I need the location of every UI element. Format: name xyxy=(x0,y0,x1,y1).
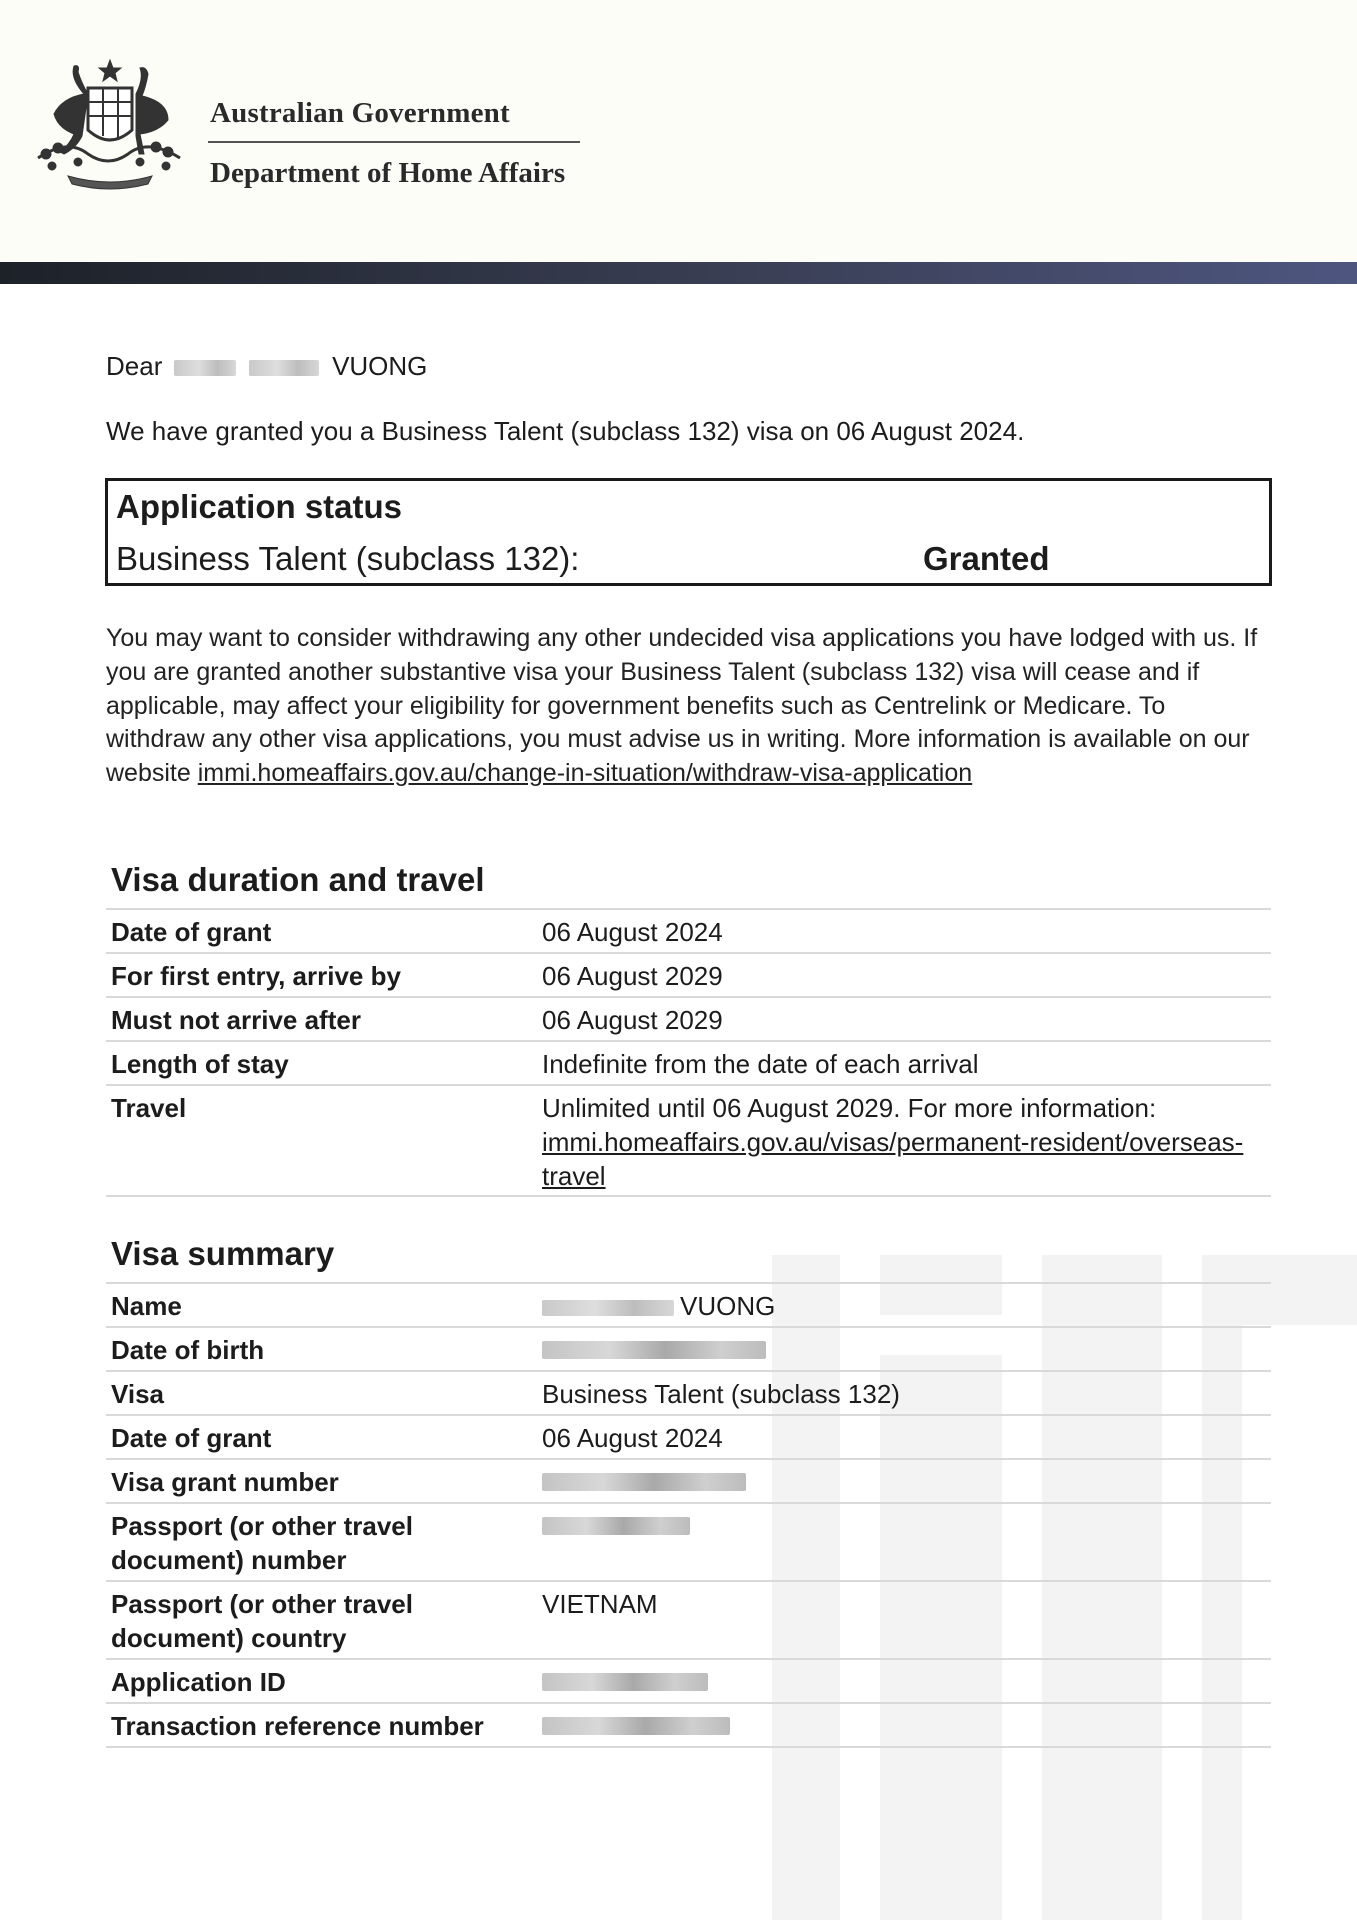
redacted-given-name xyxy=(174,360,236,376)
redacted-application-id xyxy=(542,1673,708,1691)
greeting xyxy=(106,351,427,382)
greeting-surname: VUONG xyxy=(332,351,428,381)
summary-surname: VUONG xyxy=(680,1291,776,1321)
travel-text: Unlimited until 06 August 2029. For more information: xyxy=(542,1093,1157,1123)
row-label: Application ID xyxy=(111,1667,286,1697)
row-value xyxy=(542,1465,1267,1499)
row-label: Transaction reference number xyxy=(111,1711,484,1741)
application-status-value: Granted xyxy=(923,540,1050,577)
row-label: Passport (or other travel document) number xyxy=(111,1511,413,1575)
row-label: Length of stay xyxy=(111,1049,289,1079)
row-value xyxy=(542,1091,1267,1193)
grant-notice: We have granted you a Business Talent (subclass 132) visa on 06 August 2024. xyxy=(106,416,1025,446)
row-label: Visa grant number xyxy=(111,1467,339,1497)
row-label: Date of birth xyxy=(111,1335,265,1365)
table-row xyxy=(106,1414,1271,1458)
department-name: Department of Home Affairs xyxy=(210,157,566,189)
redacted-passport-number xyxy=(542,1517,690,1535)
row-label: Date of grant xyxy=(111,917,272,947)
table-row xyxy=(106,1282,1271,1326)
row-value xyxy=(542,1333,1267,1367)
withdraw-notice xyxy=(106,622,1266,791)
redacted-transaction-reference xyxy=(542,1717,730,1735)
row-value: 06 August 2029 xyxy=(542,1005,723,1035)
row-value xyxy=(542,1665,1267,1699)
redacted-middle-name xyxy=(249,360,319,376)
table-row xyxy=(106,952,1271,996)
travel-info-link[interactable]: immi.homeaffairs.gov.au/visas/permanent-resident/overseas-travel xyxy=(542,1127,1244,1191)
row-label: Travel xyxy=(111,1093,187,1123)
summary-table xyxy=(106,1282,1271,1748)
summary-section-title: Visa summary xyxy=(111,1235,335,1272)
row-value: 06 August 2024 xyxy=(542,1423,723,1453)
row-value: Indefinite from the date of each arrival xyxy=(542,1049,979,1079)
header-divider xyxy=(208,141,580,143)
table-row xyxy=(106,908,1271,952)
row-label: Must not arrive after xyxy=(111,1005,361,1035)
greeting-prefix: Dear xyxy=(106,351,163,381)
duration-table xyxy=(106,908,1271,1197)
withdraw-notice-text: You may want to consider withdrawing any other undecided visa applications you have lodged with us. If you are granted another substantive visa your Business Talent (subclass 132) visa will cease and if applicable, may affect your eligibility for government benefits such as Centrelink or Medicare. To withdraw any other visa applications, you must advise us in writing. More information is available on our website xyxy=(106,624,1258,788)
table-row xyxy=(106,1326,1271,1370)
row-value: 06 August 2024 xyxy=(542,917,723,947)
duration-section-title: Visa duration and travel xyxy=(111,861,485,898)
redacted-date-of-birth xyxy=(542,1341,766,1359)
row-label: Name xyxy=(111,1291,182,1321)
application-status-visa: Business Talent (subclass 132): xyxy=(116,540,580,577)
row-value xyxy=(542,1289,1267,1323)
redacted-given-name xyxy=(542,1300,674,1316)
table-row xyxy=(106,1370,1271,1414)
letterhead xyxy=(0,0,1357,262)
table-row xyxy=(106,1658,1271,1702)
table-row xyxy=(106,996,1271,1040)
row-label: Date of grant xyxy=(111,1423,272,1453)
table-row xyxy=(106,1702,1271,1748)
table-row xyxy=(106,1502,1271,1580)
redacted-visa-grant-number xyxy=(542,1473,746,1491)
table-row xyxy=(106,1040,1271,1084)
row-label: For first entry, arrive by xyxy=(111,961,401,991)
row-value: VIETNAM xyxy=(542,1589,658,1619)
row-value xyxy=(542,1509,1267,1543)
header-band xyxy=(0,262,1357,284)
government-name: Australian Government xyxy=(210,97,510,129)
row-value: Business Talent (subclass 132) xyxy=(542,1379,900,1409)
withdraw-info-link[interactable]: immi.homeaffairs.gov.au/change-in-situation/withdraw-visa-application xyxy=(197,759,973,788)
application-status-box xyxy=(105,478,1272,586)
row-value xyxy=(542,1709,1267,1743)
table-row xyxy=(106,1580,1271,1658)
coat-of-arms-icon xyxy=(18,58,198,193)
application-status-title: Application status xyxy=(116,488,403,525)
table-row xyxy=(106,1458,1271,1502)
table-row xyxy=(106,1084,1271,1197)
row-value: 06 August 2029 xyxy=(542,961,723,991)
row-label: Passport (or other travel document) country xyxy=(111,1589,413,1653)
row-label: Visa xyxy=(111,1379,165,1409)
